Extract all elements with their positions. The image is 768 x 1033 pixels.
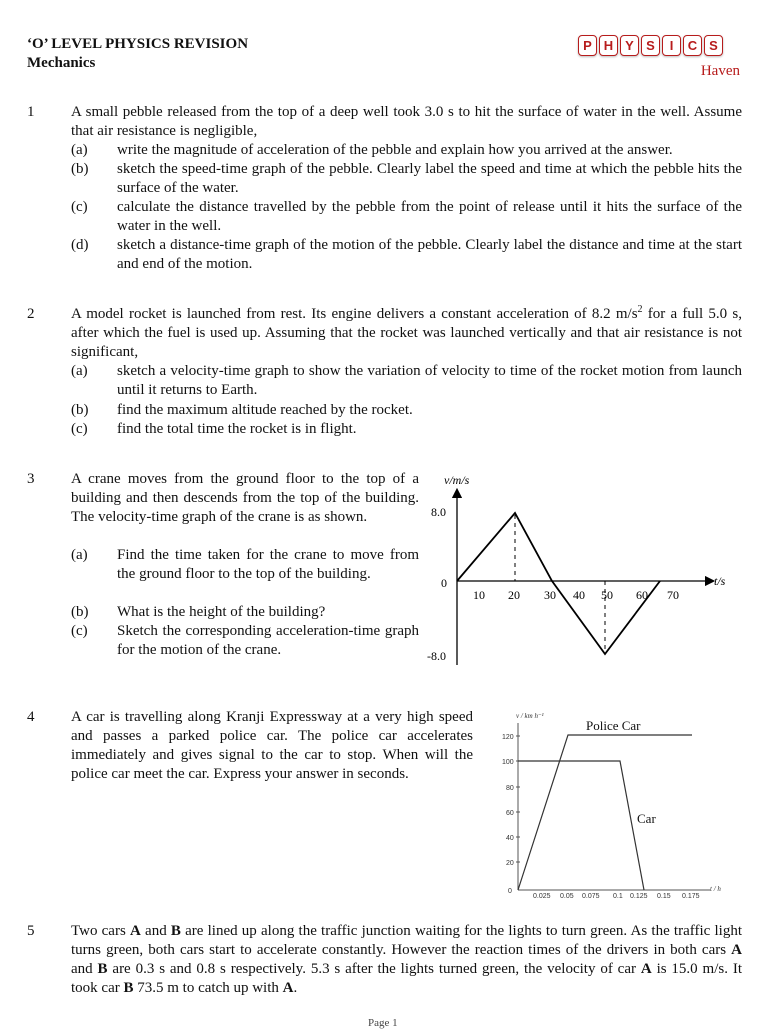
q5-text-run: is 15.0 m/s. It took car: [71, 961, 742, 996]
header-title: ‘O’ LEVEL PHYSICS REVISION: [27, 36, 249, 52]
y-tick: 100: [502, 759, 514, 766]
y-tick: 60: [506, 810, 514, 817]
part-label: (a): [71, 142, 88, 158]
car-line: [518, 761, 644, 890]
part-label: (b): [71, 161, 89, 177]
q1-part-a: [71, 141, 742, 160]
part-text: write the magnitude of acceleration of the pebble and explain how you arrived at the answer.: [117, 142, 673, 158]
x-tick: 0.1: [613, 893, 623, 900]
question-number: 5: [27, 923, 35, 939]
q2-intro-part: A model rocket is launched from rest. Its engine delivers a constant acceleration of 8.2 m/s: [71, 306, 638, 322]
part-text: Sketch the corresponding acceleration-time graph for the motion of the crane.: [117, 623, 419, 658]
q5-text-run: .: [293, 980, 298, 996]
q3-part-c: [71, 622, 419, 660]
car-label: Car: [637, 811, 656, 826]
x-tick: 50: [601, 588, 613, 602]
part-label: (d): [71, 237, 89, 253]
logo-letter: C: [683, 35, 702, 56]
part-text: sketch the speed-time graph of the pebble. Clearly label the speed and time at which the pebble hits the surface of the water.: [117, 161, 742, 196]
q4-speed-time-graph: [498, 708, 742, 900]
q4-text: A car is travelling along Kranji Expressway at a very high speed and passes a parked police car. The police car accelerates immediately and gives signal to the car to stop. When will the police car meet the car. Express your answer in seconds.: [71, 709, 473, 782]
q1-intro: A small pebble released from the top of a deep well took 3.0 s to hit the surface of water in the well. Assume that air resistance is negligible,: [71, 104, 742, 139]
y-tick: 40: [506, 835, 514, 842]
y-axis-label: v / km h⁻¹: [516, 712, 544, 720]
part-label: (a): [71, 547, 88, 563]
logo-tiles: [578, 35, 742, 56]
part-text: calculate the distance travelled by the pebble from the point of release until it hits the surface of the water in the well.: [117, 199, 742, 234]
x-tick: 60: [636, 588, 648, 602]
x-tick: 70: [667, 588, 679, 602]
x-tick: 10: [473, 588, 485, 602]
question-number: 1: [27, 104, 35, 120]
part-label: (b): [71, 402, 89, 418]
logo-letter: Y: [620, 35, 639, 56]
page-header: [27, 35, 248, 73]
header-subtitle: Mechanics: [27, 55, 96, 71]
q5-text-run: are lined up along the traffic junction waiting for the lights to turn green. As the traffic light turns green, both cars start to accelerate constantly. However the reaction times of the drivers in both cars: [71, 923, 742, 958]
q1-part-c: [71, 198, 742, 236]
question-number: 4: [27, 709, 35, 725]
part-label: (b): [71, 604, 89, 620]
part-label: (c): [71, 199, 88, 215]
x-tick: 0.05: [560, 893, 574, 900]
y-tick-min: -8.0: [427, 649, 446, 663]
y-tick: 80: [506, 785, 514, 792]
q5-text: [71, 922, 742, 998]
q2-part-c: [71, 420, 742, 439]
q2-part-a: [71, 362, 742, 400]
x-tick: 40: [573, 588, 585, 602]
y-tick-max: 8.0: [431, 505, 446, 519]
car-a-ref: A: [640, 961, 652, 977]
q2-exponent: 2: [637, 304, 643, 315]
question-number: 3: [27, 471, 35, 487]
y-axis-label: v/m/s: [444, 473, 470, 487]
q5-text-run: Two cars: [71, 923, 130, 939]
q2-intro-part: for a full 5.0 s, after which the fuel is used up. Assuming that the rocket was launched vertically and that air resistance is not significant,: [71, 306, 742, 360]
q3-velocity-time-graph: [420, 465, 740, 675]
question-number: 2: [27, 306, 35, 322]
x-tick: 30: [544, 588, 556, 602]
logo-letter: P: [578, 35, 597, 56]
part-text: Find the time taken for the crane to move from the ground floor to the top of the building.: [117, 547, 419, 582]
logo-letter: S: [641, 35, 660, 56]
logo-letter: H: [599, 35, 618, 56]
x-tick: 0.175: [682, 893, 700, 900]
q3-part-b: [71, 603, 419, 622]
q2-part-b: [71, 401, 742, 420]
physics-haven-logo: [578, 35, 742, 81]
x-axis-label: t/s: [714, 574, 726, 588]
car-b-ref: B: [97, 961, 108, 977]
part-label: (c): [71, 623, 88, 639]
part-text: sketch a velocity-time graph to show the variation of velocity to time of the rocket motion from launch until it returns to Earth.: [117, 363, 742, 398]
x-tick: 20: [508, 588, 520, 602]
y-tick: 120: [502, 734, 514, 741]
logo-letter: S: [704, 35, 723, 56]
logo-letter: I: [662, 35, 681, 56]
y-tick: 20: [506, 860, 514, 867]
velocity-line: [457, 513, 660, 654]
q1-part-b: [71, 160, 742, 198]
x-tick: 0.075: [582, 893, 600, 900]
x-tick: 0.125: [630, 893, 648, 900]
car-a-ref: A: [130, 923, 141, 939]
car-a-ref: A: [731, 942, 742, 958]
car-b-ref: B: [170, 923, 181, 939]
x-axis-label: t / h: [710, 885, 721, 893]
x-tick: 0.15: [657, 893, 671, 900]
part-text: find the maximum altitude reached by the rocket.: [117, 402, 413, 418]
part-text: find the total time the rocket is in flight.: [117, 421, 357, 437]
y-tick-zero: 0: [508, 888, 512, 895]
q5-text-run: 73.5 m to catch up with: [133, 980, 283, 996]
police-car-label: Police Car: [586, 718, 641, 733]
part-label: (a): [71, 363, 88, 379]
q2-intro: [71, 305, 742, 362]
q5-text-run: and: [140, 923, 171, 939]
part-label: (c): [71, 421, 88, 437]
part-text: What is the height of the building?: [117, 604, 326, 620]
y-tick-zero: 0: [441, 576, 447, 590]
q5-text-run: and: [71, 961, 98, 977]
car-b-ref: B: [123, 980, 134, 996]
part-text: sketch a distance-time graph of the motion of the pebble. Clearly label the distance and time at the start and end of the motion.: [117, 237, 742, 272]
page-number: Page 1: [368, 1017, 398, 1029]
q1-part-d: [71, 236, 742, 274]
car-a-ref: A: [282, 980, 294, 996]
q3-part-a: [71, 546, 419, 584]
police-car-line: [518, 735, 692, 890]
q3-intro: A crane moves from the ground floor to the top of a building and then descends from the top of the building. The velocity-time graph of the crane is as shown.: [71, 471, 419, 525]
logo-subtitle: Haven: [700, 63, 740, 79]
q5-text-run: are 0.3 s and 0.8 s respectively. 5.3 s after the lights turned green, the velocity of car: [107, 961, 641, 977]
x-tick: 0.025: [533, 893, 551, 900]
